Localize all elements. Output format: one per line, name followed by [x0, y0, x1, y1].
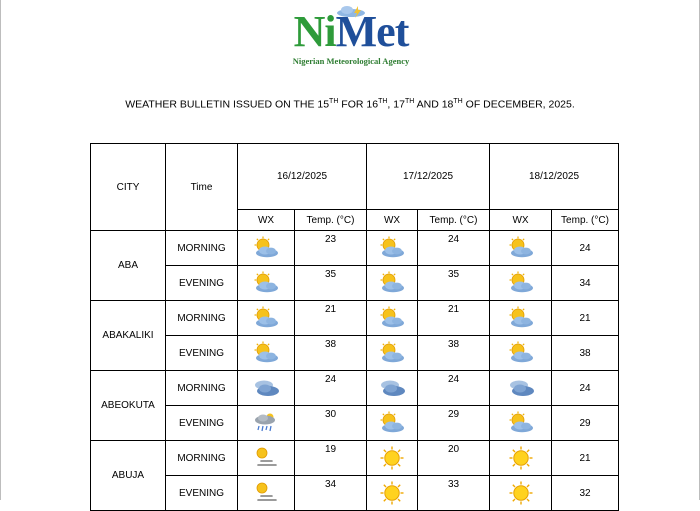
sun-cloud-icon [252, 306, 280, 330]
sun-cloud-icon [378, 236, 406, 260]
temperature-value: 38 [552, 336, 619, 371]
temperature-value: 23 [295, 231, 367, 266]
date-header: 16/12/2025 [238, 144, 367, 210]
rain-cloud-icon [252, 411, 280, 435]
temperature-value: 21 [295, 301, 367, 336]
wx-cell [367, 301, 418, 336]
temperature-value: 35 [418, 266, 490, 301]
time-of-day: MORNING [166, 301, 238, 336]
time-of-day: EVENING [166, 406, 238, 441]
weather-table [90, 143, 619, 511]
sun-cloud-icon [252, 341, 280, 365]
sun-cloud-icon [507, 306, 535, 330]
wx-cell [238, 336, 295, 371]
temperature-value: 35 [295, 266, 367, 301]
temperature-value: 32 [552, 476, 619, 511]
sunny-icon [378, 446, 406, 470]
temperature-value: 24 [295, 371, 367, 406]
time-of-day: EVENING [166, 476, 238, 511]
temperature-value: 21 [552, 441, 619, 476]
wx-cell [367, 231, 418, 266]
wx-header: WX [490, 210, 552, 231]
table-row [91, 371, 619, 406]
sun-cloud-icon [252, 236, 280, 260]
temp-header: Temp. (°C) [295, 210, 367, 231]
sun-cloud-icon [378, 271, 406, 295]
sun-cloud-icon [252, 271, 280, 295]
table-row [91, 476, 619, 511]
wx-cell [490, 406, 552, 441]
wx-cell [238, 301, 295, 336]
wx-cell [238, 476, 295, 511]
table-row [91, 301, 619, 336]
wx-header: WX [367, 210, 418, 231]
wx-cell [490, 441, 552, 476]
sun-cloud-icon [507, 411, 535, 435]
wx-cell [490, 231, 552, 266]
temperature-value: 19 [295, 441, 367, 476]
table-row [91, 231, 619, 266]
temperature-value: 24 [418, 371, 490, 406]
city-name: ABEOKUTA [91, 371, 166, 441]
temperature-value: 29 [552, 406, 619, 441]
wx-header: WX [238, 210, 295, 231]
wx-cell [238, 441, 295, 476]
wx-cell [238, 371, 295, 406]
wx-cell [490, 266, 552, 301]
temperature-value: 24 [418, 231, 490, 266]
nimet-logo [276, 4, 426, 66]
wx-cell [367, 371, 418, 406]
city-name: ABA [91, 231, 166, 301]
wx-cell [367, 406, 418, 441]
temperature-value: 21 [552, 301, 619, 336]
table-row [91, 441, 619, 476]
temperature-value: 34 [552, 266, 619, 301]
page-left-edge [0, 0, 1, 500]
sun-cloud-icon [507, 271, 535, 295]
temperature-value: 30 [295, 406, 367, 441]
wx-cell [238, 231, 295, 266]
temperature-value: 33 [418, 476, 490, 511]
temp-header: Temp. (°C) [418, 210, 490, 231]
table-row [91, 266, 619, 301]
date-header: 17/12/2025 [367, 144, 490, 210]
temperature-value: 24 [552, 371, 619, 406]
wx-cell [367, 266, 418, 301]
sun-cloud-icon [507, 236, 535, 260]
cloudy-icon [252, 376, 280, 400]
haze-icon [252, 481, 280, 505]
haze-icon [252, 446, 280, 470]
sun-cloud-icon [507, 341, 535, 365]
wx-cell [238, 266, 295, 301]
wx-cell [490, 336, 552, 371]
sunny-icon [378, 481, 406, 505]
wx-cell [367, 476, 418, 511]
table-row [91, 336, 619, 371]
city-name: ABUJA [91, 441, 166, 511]
table-row [91, 406, 619, 441]
wx-cell [490, 301, 552, 336]
time-of-day: MORNING [166, 371, 238, 406]
temp-header: Temp. (°C) [552, 210, 619, 231]
city-name: ABAKALIKI [91, 301, 166, 371]
wx-cell [367, 336, 418, 371]
cloudy-icon [507, 376, 535, 400]
sun-cloud-icon [378, 341, 406, 365]
sun-cloud-icon [378, 411, 406, 435]
temperature-value: 21 [418, 301, 490, 336]
bulletin-title: WEATHER BULLETIN ISSUED ON THE 15TH FOR 16TH, 17TH AND 18TH OF DECEMBER, 2025. [125, 98, 575, 111]
wx-cell [490, 476, 552, 511]
wx-cell [367, 441, 418, 476]
temperature-value: 29 [418, 406, 490, 441]
temperature-value: 20 [418, 441, 490, 476]
time-header: Time [166, 144, 238, 231]
sunny-icon [507, 481, 535, 505]
time-of-day: EVENING [166, 336, 238, 371]
temperature-value: 38 [295, 336, 367, 371]
wx-cell [490, 371, 552, 406]
sun-cloud-icon [378, 306, 406, 330]
time-of-day: MORNING [166, 231, 238, 266]
wx-cell [238, 406, 295, 441]
cloudy-icon [378, 376, 406, 400]
temperature-value: 34 [295, 476, 367, 511]
city-header: CITY [91, 144, 166, 231]
sunny-icon [507, 446, 535, 470]
time-of-day: EVENING [166, 266, 238, 301]
logo-wordmark: NiMet [293, 7, 409, 56]
temperature-value: 24 [552, 231, 619, 266]
date-header: 18/12/2025 [490, 144, 619, 210]
time-of-day: MORNING [166, 441, 238, 476]
temperature-value: 38 [418, 336, 490, 371]
logo-subtitle: Nigerian Meteorological Agency [292, 56, 410, 66]
